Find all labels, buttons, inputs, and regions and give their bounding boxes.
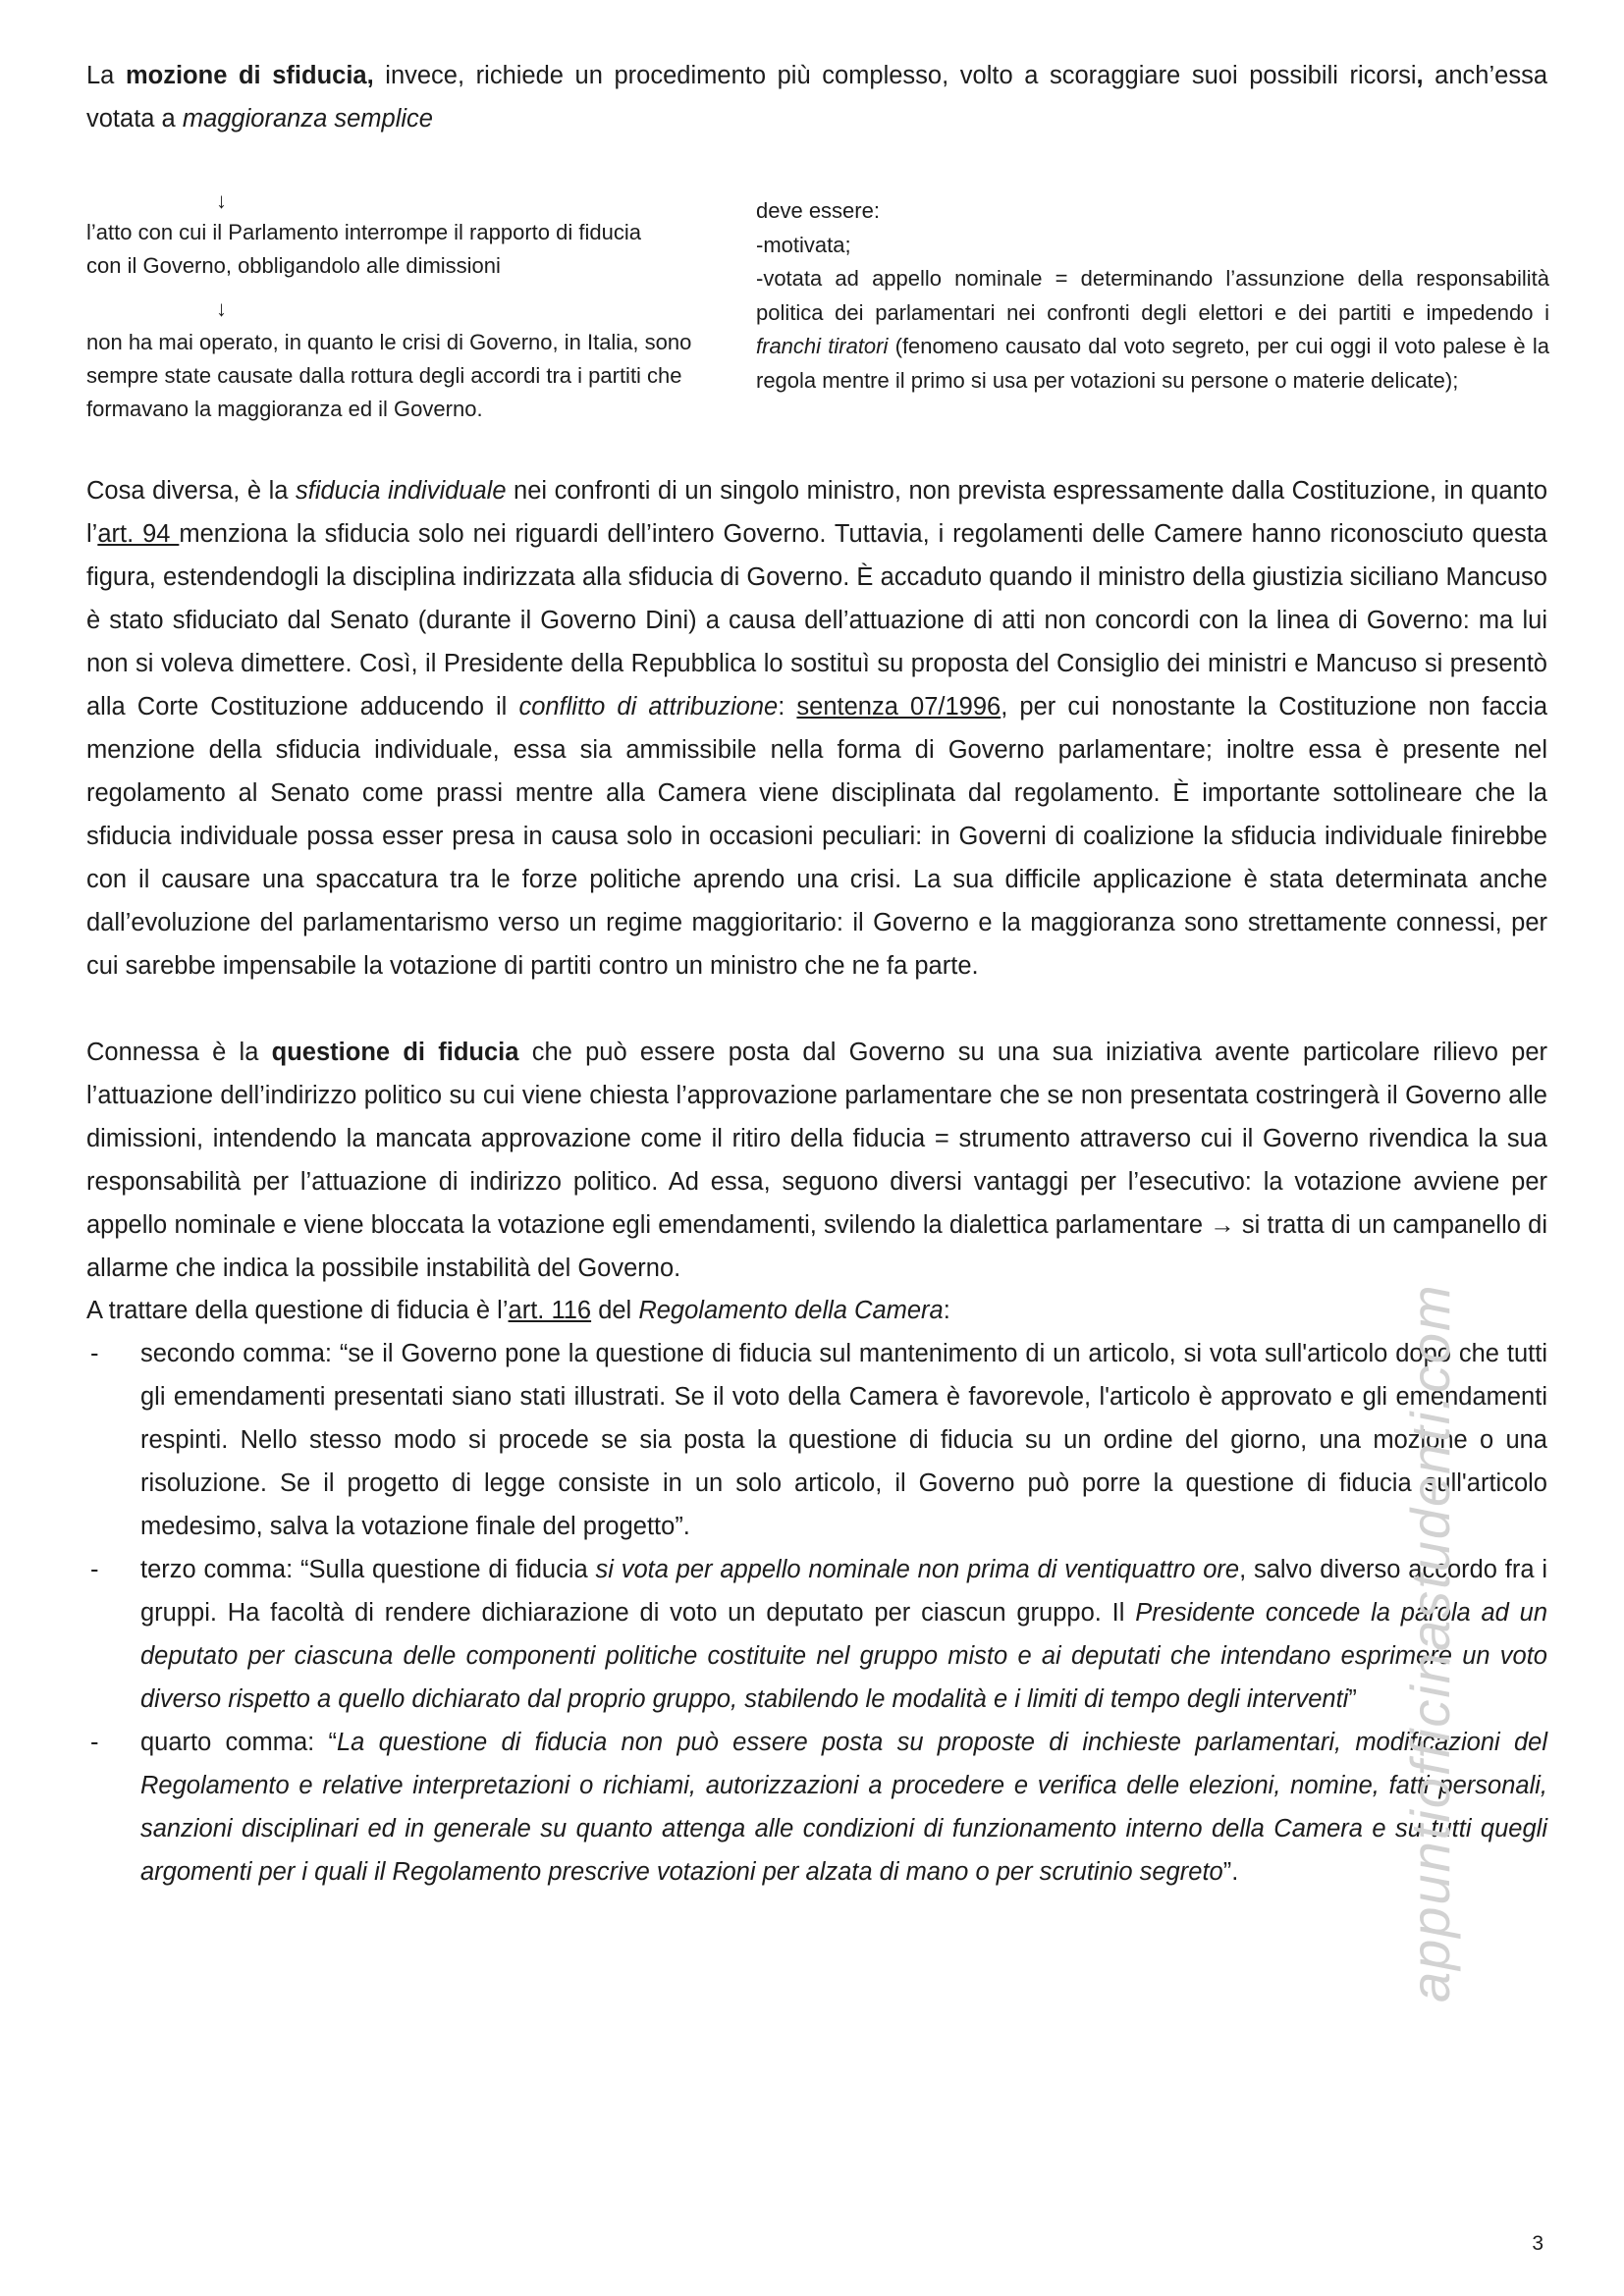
- term-franchi-tiratori: franchi tiratori: [756, 334, 889, 358]
- link-art-116: art. 116: [508, 1297, 592, 1324]
- arrow-down-icon: ↓: [216, 188, 227, 213]
- page-number: 3: [1532, 2232, 1543, 2255]
- right-deve-essere: deve essere:: [756, 198, 880, 223]
- arrow-down-icon: ↓: [216, 296, 227, 321]
- right-votata: -votata ad appello nominale = determinando l’assunzione della responsabilità politica dei parlamentari nei confronti degli elettori e dei partiti e impedendo i franchi tiratori (fenomeno causato dal voto segreto, per cui oggi il voto palese è la regola mentre il primo si usa per votazioni su persone o materie delicate);: [756, 266, 1549, 393]
- list-item-secondo-comma: - secondo comma: “se il Governo pone la questione di fiducia sul mantenimento di un articolo, si vota sull'articolo dopo che tutti gli emendamenti presentati siano stati illustrati. Se il voto della Camera è favorevole, l'articolo è approvato e gli emendamenti respinti. Nello stesso modo si procede se sia posta la questione di fiducia su un ordine del giorno, una mozione o una risoluzione. Se il progetto di legge consiste in un solo articolo, il Governo può porre la questione di fiducia sull'articolo medesimo, salva la votazione finale del progetto”.: [86, 1332, 1547, 1548]
- sfiducia-individuale-paragraph: Cosa diversa, è la sfiducia individuale nei confronti di un singolo ministro, non prevista espressamente dalla Costituzione, in quanto l’art. 94 menziona la sfiducia solo nei riguardi dell’intero Governo. Tuttavia, i regolamenti delle Camere hanno riconosciuto questa figura, estendendogli la disciplina indirizzata alla sfiducia di Governo. È accaduto quando il ministro della giustizia siciliano Mancuso è stato sfiduciato dal Senato (durante il Governo Dini) a causa dell’attuazione di atti non concordi con la linea di Governo: ma lui non si voleva dimettere. Così, il Presidente della Repubblica lo sostituì su proposta del Consiglio dei ministri e Mancuso si presentò alla Corte Costituzione adducendo il conflitto di attribuzione: sentenza 07/1996, per cui nonostante la Costituzione non faccia menzione della sfiducia individuale, essa sia ammissibile nella forma di Governo parlamentare; inoltre essa è presente nel regolamento al Senato come prassi mentre alla Camera viene disciplinata dal regolamento. È importante sottolineare che la sfiducia individuale possa esser presa in causa solo in occasioni peculiari: in Governi di coalizione la sfiducia individuale finirebbe con il causare una spaccatura tra le forze politiche aprendo una crisi. La sua difficile applicazione è stata determinata anche dall’evoluzione del parlamentarismo verso un regime maggioritario: il Governo e la maggioranza sono strettamente connessi, per cui sarebbe impensabile la votazione di partiti contro un ministro che ne fa parte.: [86, 477, 1548, 980]
- art116-line: A trattare della questione di fiducia è l’art. 116 del Regolamento della Camera:: [86, 1297, 950, 1324]
- term-maggioranza-semplice: maggioranza semplice: [182, 105, 433, 133]
- term-sfiducia-individuale: sfiducia individuale: [296, 477, 507, 505]
- term-questione-fiducia: questione di fiducia: [271, 1039, 519, 1066]
- left-column: [86, 187, 736, 426]
- term-conflitto-attribuzione: conflitto di attribuzione: [518, 693, 779, 721]
- list-bullet: -: [90, 1729, 99, 1756]
- list-bullet: -: [90, 1556, 99, 1583]
- left-note: non ha mai operato, in quanto le crisi di Governo, in Italia, sono sempre state causate dalla rottura degli accordi tra i partiti che formavano la maggioranza ed il Governo.: [86, 330, 692, 421]
- term-regolamento-camera: Regolamento della Camera: [638, 1297, 944, 1324]
- term-mozione-sfiducia: mozione di sfiducia,: [125, 62, 374, 89]
- link-art-94: art. 94: [97, 520, 180, 548]
- right-column: [756, 194, 1549, 398]
- list-item-terzo-comma: - terzo comma: “Sulla questione di fiducia si vota per appello nominale non prima di ventiquattro ore, salvo diverso accordo fra i gruppi. Ha facoltà di rendere dichiarazione di voto un deputato per ciascun gruppo. Il Presidente concede la parola ad un deputato per ciascuna delle componenti politiche costituite nel gruppo misto e ai deputati che intendano esprimere un voto diverso rispetto a quello dichiarato dal proprio gruppo, stabilendo le modalità e i limiti di tempo degli interventi”: [86, 1548, 1547, 1721]
- left-definition: l’atto con cui il Parlamento interrompe il rapporto di fiducia con il Governo, obbligandolo alle dimissioni: [86, 220, 641, 278]
- list-bullet: -: [90, 1340, 99, 1367]
- link-sentenza: sentenza 07/1996: [796, 693, 1001, 721]
- right-motivata: -motivata;: [756, 232, 851, 257]
- intro-paragraph: La mozione di sfiducia, invece, richiede un procedimento più complesso, volto a scoraggiare suoi possibili ricorsi, anch’essa votata a maggioranza semplice: [86, 62, 1548, 133]
- list-item-quarto-comma: - quarto comma: “La questione di fiducia non può essere posta su proposte di inchieste parlamentari, modificazioni del Regolamento e relative interpretazioni o richiami, autorizzazioni a procedere e verifica delle elezioni, nomine, fatti personali, sanzioni disciplinari ed in generale su quanto attenga alle condizioni di funzionamento interno della Camera e su tutti quegli argomenti per i quali il Regolamento prescrive votazioni per alzata di mano o per scrutinio segreto”.: [86, 1721, 1547, 1894]
- watermark: appuntiofficinastudenti.com: [1399, 1283, 1461, 2002]
- commi-list: [86, 1332, 1547, 1894]
- questione-fiducia-paragraph: Connessa è la questione di fiducia che può essere posta dal Governo su una sua iniziativa avente particolare rilievo per l’attuazione dell’indirizzo politico su cui viene chiesta l’approvazione parlamentare che se non presentata costringerà il Governo alle dimissioni, intendendo la mancata approvazione come il ritiro della fiducia = strumento attraverso cui il Governo rivendica la sua responsabilità per l’attuazione di indirizzo politico. Ad essa, seguono diversi vantaggi per l’esecutivo: la votazione avviene per appello nominale e viene bloccata la votazione egli emendamenti, svilendo la dialettica parlamentare → si tratta di un campanello di allarme che indica la possibile instabilità del Governo.: [86, 1039, 1548, 1282]
